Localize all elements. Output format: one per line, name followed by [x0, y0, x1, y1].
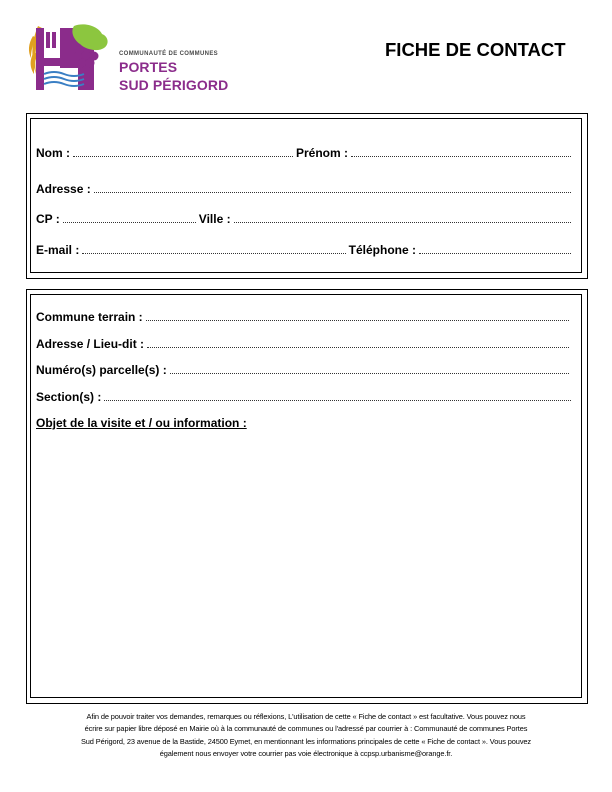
telephone-field[interactable] — [419, 253, 571, 254]
parcelle-field[interactable] — [170, 373, 569, 374]
prenom-label: Prénom : — [296, 146, 349, 160]
section-label: Section(s) : — [36, 390, 102, 404]
footer-notice — [26, 711, 586, 761]
adresse-field[interactable] — [94, 192, 571, 193]
ville-label: Ville : — [198, 212, 231, 226]
lieu-dit-label: Adresse / Lieu-dit : — [36, 337, 145, 351]
parcelle-label: Numéro(s) parcelle(s) : — [36, 363, 167, 377]
cp-ville-row — [36, 212, 574, 226]
ville-field[interactable] — [234, 222, 571, 223]
commune-field[interactable] — [146, 320, 569, 321]
logo-name-line1: PORTES — [119, 59, 178, 75]
nom-label: Nom : — [36, 146, 70, 160]
parcelle-row — [36, 363, 572, 377]
logo-emblem-icon — [24, 22, 119, 96]
objet-row — [36, 416, 247, 430]
lieu-dit-row — [36, 337, 572, 351]
adresse-row — [36, 182, 574, 196]
logo-subtitle: COMMUNAUTÉ DE COMMUNES — [119, 51, 219, 57]
email-field[interactable] — [82, 253, 345, 254]
lieu-dit-field[interactable] — [147, 347, 569, 348]
footer-line-2: écrire sur papier libre déposé en Mairie où à la communauté de communes ou l'adressé par courrier à : Communauté de communes Portes — [84, 724, 528, 734]
prenom-field[interactable] — [351, 156, 571, 157]
logo — [24, 22, 234, 96]
email-telephone-row — [36, 243, 574, 257]
adresse-label: Adresse : — [36, 182, 91, 196]
commune-label: Commune terrain : — [36, 310, 143, 324]
logo-name-line2: SUD PÉRIGORD — [119, 77, 229, 93]
footer-line-3: Sud Périgord, 23 avenue de la Bastide, 24500 Eymet, en mentionnant les informations principales de cette « Fiche de contact ». Vous pouvez — [80, 736, 532, 746]
objet-textarea[interactable] — [36, 434, 574, 690]
footer-line-4: également nous envoyer votre courrier pas voie électronique à ccpsp.urbanisme@orange.fr. — [159, 749, 453, 759]
telephone-label: Téléphone : — [348, 243, 416, 257]
nom-field[interactable] — [73, 156, 293, 157]
objet-label: Objet de la visite et / ou information : — [36, 416, 247, 430]
page-title: FICHE DE CONTACT — [385, 39, 566, 60]
section-field[interactable] — [104, 400, 571, 401]
cp-label: CP : — [36, 212, 60, 226]
nom-prenom-row — [36, 146, 574, 160]
section-row — [36, 390, 574, 404]
footer-line-1: Afin de pouvoir traiter vos demandes, remarques ou réflexions, L'utilisation de cette « Fiche de contact » est facultative. Vous pouvez nous — [86, 712, 526, 721]
email-label: E-mail : — [36, 243, 80, 257]
commune-row — [36, 310, 572, 324]
cp-field[interactable] — [63, 222, 196, 223]
